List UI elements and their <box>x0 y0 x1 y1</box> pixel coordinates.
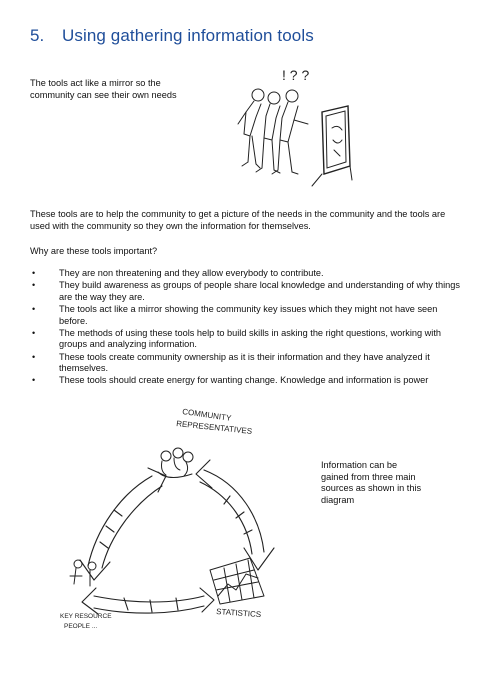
label-representatives: REPRESENTATIVES <box>175 419 253 436</box>
list-item: • They are non threatening and they allow everybody to contribute. <box>32 268 324 278</box>
bullet-list <box>30 268 462 388</box>
mirror-sketch <box>228 62 354 192</box>
information-sources-diagram <box>54 400 304 640</box>
section-number: 5. <box>30 26 45 45</box>
bullet-symbol: • <box>32 303 36 314</box>
bullet-symbol: • <box>32 327 36 338</box>
community-representatives-sketch <box>158 448 193 478</box>
arrow-right <box>196 460 274 570</box>
side-note: Information can be gained from three main sources as shown in this diagram <box>321 460 422 505</box>
list-item: • The methods of using these tools help to build skills in asking the right questions, working with groups and analyzing information. <box>32 327 441 350</box>
body-paragraph: These tools are to help the community to get a picture of the needs in the community and the tools are used with the community so they own the information for themselves. <box>30 209 446 231</box>
bullet-symbol: • <box>32 375 36 386</box>
bullet-symbol: • <box>32 351 36 362</box>
label-people: PEOPLE ... <box>64 623 98 630</box>
arrow-left <box>80 468 166 580</box>
label-statistics: STATISTICS <box>215 607 262 620</box>
sketch-marks: ! ? ? <box>282 67 310 83</box>
section-heading <box>30 26 314 46</box>
label-community: COMMUNITY <box>181 407 232 423</box>
bullet-symbol: • <box>32 280 36 291</box>
label-key-resource: KEY RESOURCE <box>60 613 112 620</box>
bullet-symbol: • <box>32 268 36 278</box>
list-item: • These tools should create energy for wanting change. Knowledge and information is power <box>32 375 429 386</box>
statistics-chart-sketch <box>210 558 264 604</box>
arrow-bottom <box>82 588 214 614</box>
intro-text: The tools act like a mirror so the community can see their own needs <box>30 78 177 100</box>
list-item: • They build awareness as groups of people share local knowledge and understanding of why things are the way they are. <box>32 280 460 302</box>
list-item: • These tools create community ownership as it is their information and they have analyzed it themselves. <box>32 351 430 374</box>
question-text: Why are these tools important? <box>30 246 158 256</box>
section-title: Using gathering information tools <box>62 26 314 45</box>
list-item: • The tools act like a mirror showing the community key issues which they might not have seen before. <box>32 303 438 326</box>
